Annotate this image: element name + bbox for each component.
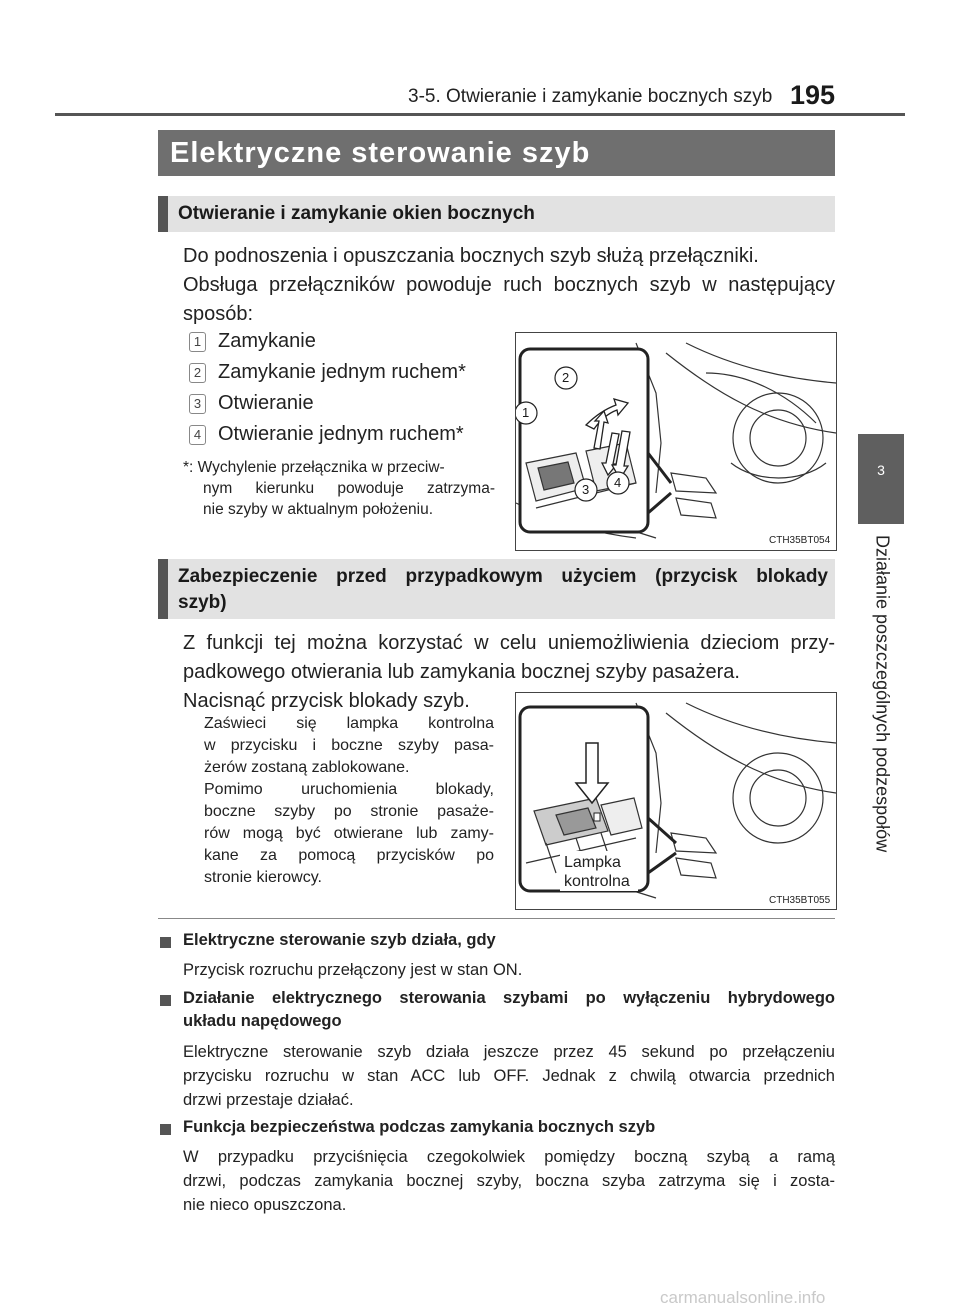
detail-line: Zaświeci się lampka kontrolna [204,715,494,732]
number-badge: 2 [189,363,206,383]
section-divider [158,918,835,919]
footnote-line: *: Wychylenie przełącznika w przeciw- [183,459,445,476]
list-item: Zamykanie [218,330,316,352]
note-line: przycisku rozruchu w stan ACC lub OFF. Jednak z chwilą otwarcia przednich [183,1067,835,1085]
list-item: Otwieranie jednym ruchem* [218,423,464,445]
note-line: W przypadku przyciśnięcia czegokolwiek pomiędzy boczną szybą a ramą [183,1148,835,1166]
dashboard-illustration [516,333,836,550]
detail-line: rów mogą być otwierane lub zamy- [204,825,494,842]
bullet-square-icon [160,1124,171,1135]
detail-line: w przycisku i boczne szyby pasa- [204,737,494,754]
detail-line: kane za pomocą przycisków po [204,847,494,864]
step-text: Nacisnąć przycisk blokady szyb. [183,690,470,712]
note-line: Przycisk rozruchu przełączony jest w stan ON. [183,961,523,979]
figure-code: CTH35BT055 [769,895,831,906]
bullet-square-icon [160,995,171,1006]
note-title: Działanie elektrycznego sterowania szybami po wyłączeniu hybrydowego [183,989,835,1007]
callout-4: 4 [614,475,622,490]
bullet-square-icon [160,937,171,948]
header-rule [55,113,905,116]
note-title: Funkcja bezpieczeństwa podczas zamykania bocznych szyb [183,1118,656,1136]
figure-code: CTH35BT054 [769,535,831,546]
page-title: Elektryczne sterowanie szyb [158,130,835,176]
figure-window-switch [515,332,837,551]
running-header: 3-5. Otwieranie i zamykanie bocznych szyb [408,86,773,107]
number-badge: 4 [189,425,206,445]
chapter-number: 3 [877,462,885,478]
paragraph-line: padkowego otwierania lub zamykania bocznej szyby pasażera. [183,661,740,683]
footnote-line: nie szyby w aktualnym położeniu. [203,501,434,518]
paragraph-line: Obsługa przełączników powoduje ruch bocznych szyb w następujący [183,274,835,296]
note-line: drzwi przestaje działać. [183,1091,354,1109]
detail-line: boczne szyby po stronie pasaże- [204,803,494,820]
detail-line: żerów zostaną zablokowane. [204,759,410,776]
detail-line: Pomimo uruchomienia blokady, [204,781,494,798]
detail-line: stronie kierowcy. [204,869,322,886]
callout-3: 3 [582,482,590,497]
footnote-line: nym kierunku powoduje zatrzyma- [203,480,495,497]
indicator-label: Lampka kontrolna [564,854,630,890]
section-heading: Zabezpieczenie przed przypadkowym użyciem (przycisk blokady szyb) [158,559,835,619]
note-line: drzwi, podczas zamykania bocznej szyby, boczna szyba zatrzyma się i zosta- [183,1172,835,1190]
note-line: nie nieco opuszczona. [183,1196,347,1214]
note-line: Elektryczne sterowanie szyb działa jeszcze przez 45 sekund po przełączeniu [183,1043,835,1061]
figure-lock-button [515,692,837,910]
list-item: Zamykanie jednym ruchem* [218,361,466,383]
callout-1: 1 [522,405,530,420]
number-badge: 3 [189,394,206,414]
list-item: Otwieranie [218,392,314,414]
watermark: carmanualsonline.info [660,1288,826,1307]
section-heading: Otwieranie i zamykanie okien bocznych [158,196,835,232]
paragraph-line: sposób: [183,303,254,325]
paragraph-line: Do podnoszenia i opuszczania bocznych szyb służą przełączniki. [183,245,759,267]
note-title: Elektryczne sterowanie szyb działa, gdy [183,931,496,949]
paragraph-line: Z funkcji tej można korzystać w celu uniemożliwienia dzieciom przy- [183,632,835,654]
chapter-tab [858,434,904,524]
number-badge: 1 [189,332,206,352]
callout-2: 2 [562,370,570,385]
page-number: 195 [790,80,836,110]
note-title: układu napędowego [183,1012,342,1030]
chapter-label: Działanie poszczególnych podzespołów [872,535,893,853]
